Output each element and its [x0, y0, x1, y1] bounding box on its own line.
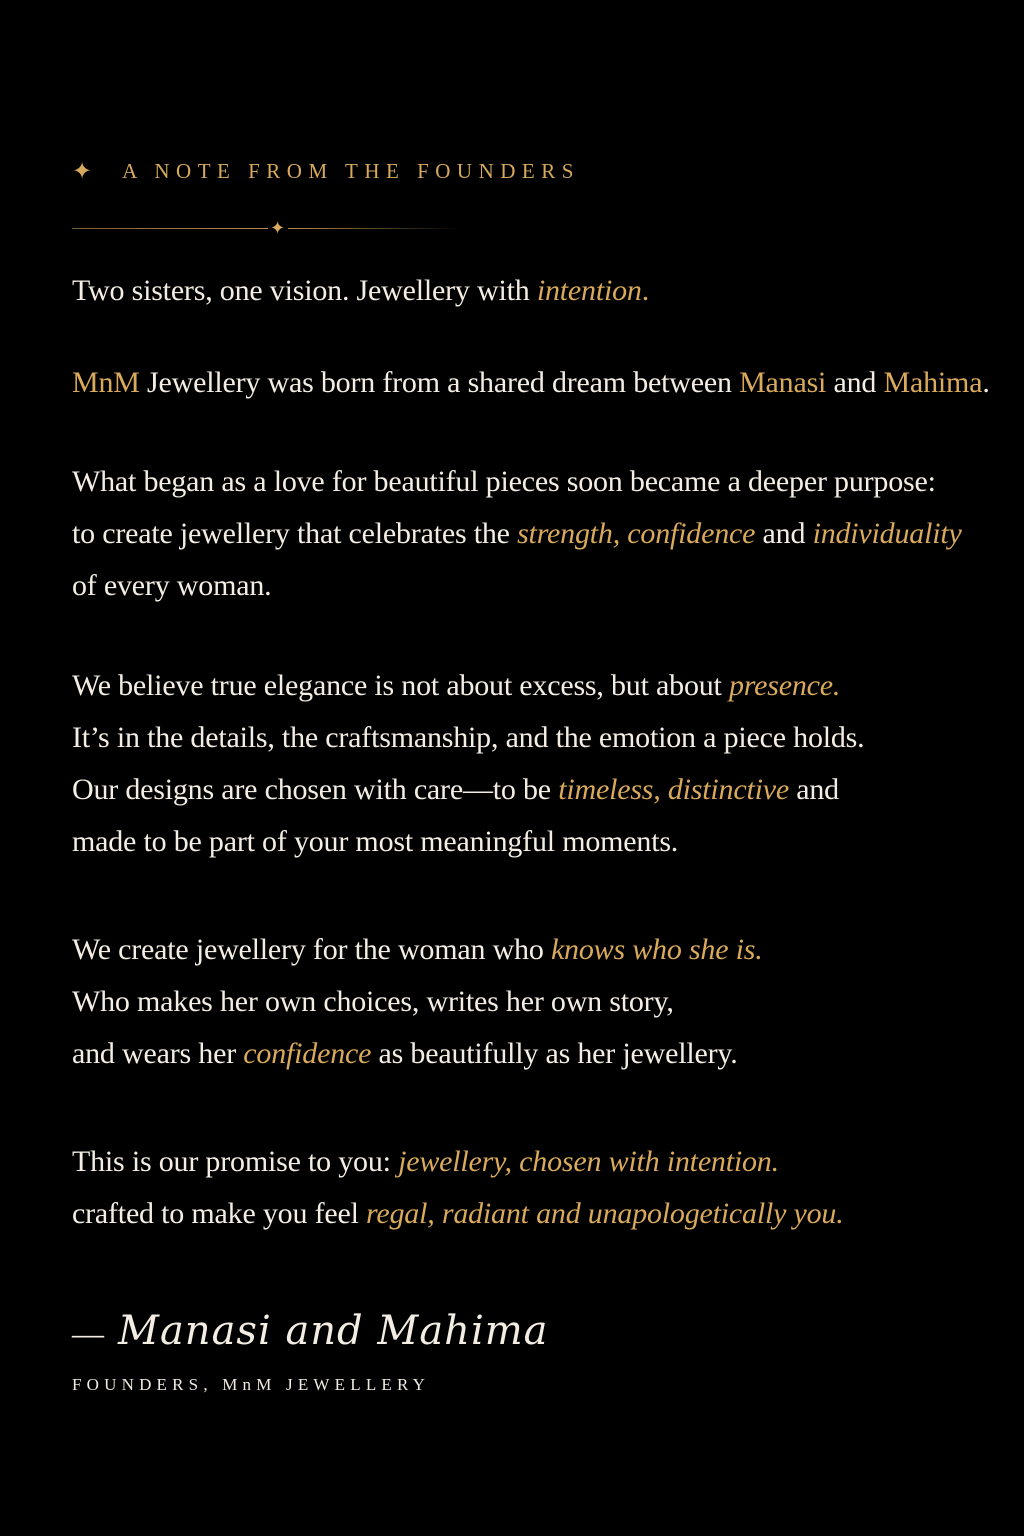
highlight-span: timeless, distinctive: [558, 773, 789, 806]
woman-line: [72, 1028, 1002, 1080]
section-title: A NOTE FROM THE FOUNDERS: [122, 158, 580, 183]
origin-line: [72, 357, 1002, 409]
brand-name: MnM: [72, 366, 140, 399]
highlight-span: individuality: [812, 517, 962, 550]
origin-paragraph: [72, 357, 1002, 409]
promise-line: [72, 1136, 1002, 1188]
belief-line: made to be part of your most meaningful moments.: [72, 825, 679, 858]
highlight-span: intention: [536, 274, 642, 307]
divider-line-right: [288, 228, 462, 229]
text-span: Our designs are chosen with care—to be: [72, 773, 559, 806]
text-span: We believe true elegance is not about excess, but about: [72, 669, 729, 702]
text-span: Jewellery was born from a shared dream between: [139, 366, 740, 399]
belief-line: It’s in the details, the craftsmanship, and the emotion a piece holds.: [72, 721, 865, 754]
ornamental-divider: [72, 218, 462, 240]
intro-paragraph: [72, 265, 1002, 317]
purpose-line: [72, 508, 1002, 560]
section-header: [72, 156, 580, 186]
text-span: Two sisters, one vision. Jewellery with: [72, 274, 537, 307]
text-span: to create jewellery that celebrates the: [72, 517, 518, 550]
text-span: This is our promise to you:: [72, 1145, 399, 1178]
text-span: and: [755, 517, 813, 550]
belief-line: [72, 764, 1002, 816]
promise-line: [72, 1188, 1002, 1240]
text-span: and: [788, 773, 839, 806]
belief-paragraph: [72, 660, 1002, 868]
purpose-line: What began as a love for beautiful pieces soon became a deeper purpose:: [72, 465, 936, 498]
founder-name: Manasi: [739, 366, 827, 399]
belief-line: [72, 660, 1002, 712]
sparkle-star-icon: ✦: [270, 218, 286, 239]
purpose-line: of every woman.: [72, 569, 272, 602]
signature-dash: —: [72, 1315, 104, 1351]
woman-line: [72, 924, 1002, 976]
highlight-span: presence.: [728, 669, 841, 702]
highlight-span: regal, radiant and unapologetically you.: [366, 1197, 844, 1230]
text-span: We create jewellery for the woman who: [72, 933, 551, 966]
promise-paragraph: [72, 1136, 1002, 1240]
founders-title: FOUNDERS, MnM JEWELLERY: [72, 1375, 431, 1394]
text-span: .: [641, 274, 650, 307]
intro-line: [72, 265, 1002, 317]
highlight-span: jewellery, chosen with intention.: [398, 1145, 779, 1178]
divider-line-left: [72, 228, 268, 229]
text-span: crafted to make you feel: [72, 1197, 367, 1230]
highlight-span: knows who she is.: [550, 933, 763, 966]
highlight-span: confidence: [243, 1037, 372, 1070]
signature-name: Manasi and Mahima: [118, 1308, 549, 1354]
founder-name: Mahima: [883, 366, 983, 399]
signature: [72, 1308, 549, 1354]
sparkle-star-icon: ✦: [72, 157, 93, 185]
text-span: as beautifully as her jewellery.: [371, 1037, 738, 1070]
purpose-paragraph: [72, 456, 1002, 612]
woman-paragraph: [72, 924, 1002, 1080]
text-span: and: [826, 366, 884, 399]
woman-line: Who makes her own choices, writes her own story,: [72, 985, 674, 1018]
highlight-span: strength, confidence: [517, 517, 756, 550]
text-span: .: [982, 366, 990, 399]
text-span: and wears her: [72, 1037, 244, 1070]
